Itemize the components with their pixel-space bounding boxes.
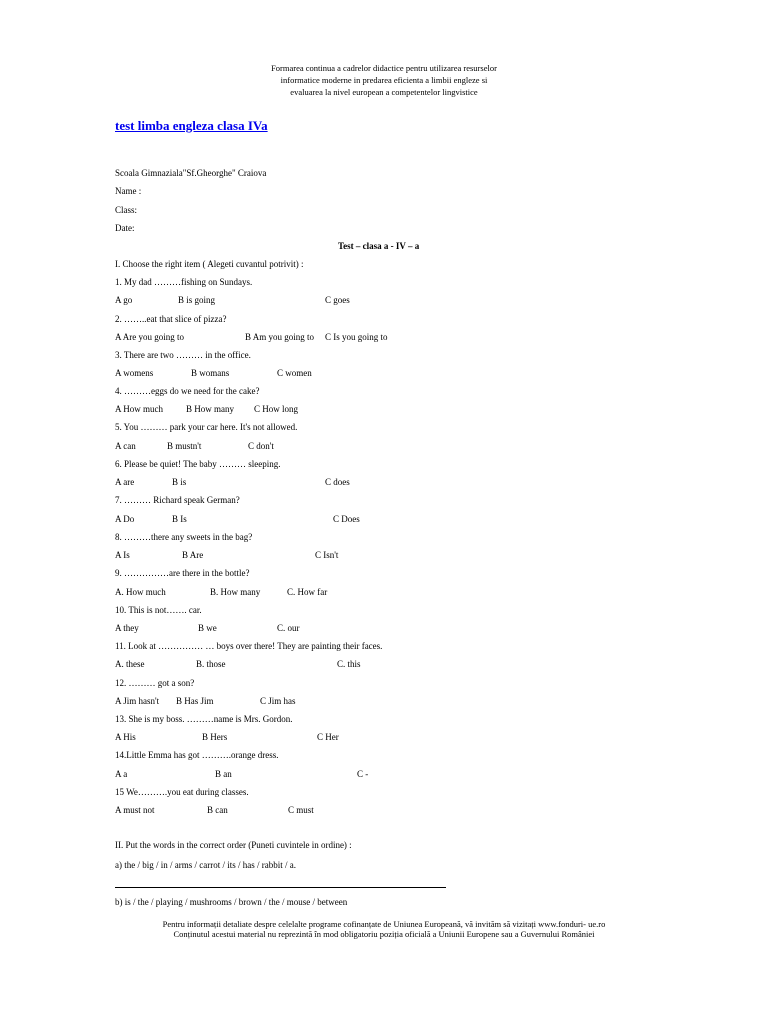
option-a: A. these — [115, 659, 145, 669]
question-text: 2. ……..eat that slice of pizza? — [115, 314, 227, 324]
option-c: C women — [277, 368, 312, 378]
document-header — [0, 62, 768, 98]
question-text: 4. ………eggs do we need for the cake? — [115, 386, 260, 396]
footer-line-2: Conținutul acestui material nu reprezintă în mod obligatoriu poziția oficială a Uniunii Europene sau a Guvernului României — [173, 929, 595, 939]
option-b: B Are — [182, 550, 204, 560]
option-a: A are — [115, 477, 135, 487]
option-a: A they — [115, 623, 139, 633]
footer-line-1: Pentru informații detaliate despre celelalte programe cofinanțate de Uniunea Europeană, vă invităm să vizitați www.fonduri- ue.ro — [162, 919, 606, 929]
option-b: B. How many — [210, 587, 261, 597]
option-c: C don't — [248, 441, 274, 451]
header-line-3: evaluarea la nivel european a competentelor lingvistice — [290, 87, 478, 97]
option-b: B Has Jim — [176, 696, 214, 706]
question-text: 15 We……….you eat during classes. — [115, 787, 249, 797]
question-text: 14.Little Emma has got ……….orange dress. — [115, 750, 279, 760]
option-c: C. this — [337, 659, 361, 669]
section-1-heading: I. Choose the right item ( Alegeti cuvantul potrivit) : — [115, 259, 304, 269]
question-text: 10. This is not……. car. — [115, 605, 202, 615]
option-c: C Isn't — [315, 550, 339, 560]
option-c: C. How far — [287, 587, 328, 597]
option-a: A womens — [115, 368, 154, 378]
option-b: B is going — [178, 295, 216, 305]
option-a: A must not — [115, 805, 155, 815]
option-b: B Is — [172, 514, 187, 524]
option-b: B we — [198, 623, 217, 633]
section-2-heading: II. Put the words in the correct order (Puneti cuvintele in ordine) : — [115, 840, 352, 850]
option-a: A. How much — [115, 587, 166, 597]
reorder-item-b: b) is / the / playing / mushrooms / brown / the / mouse / between — [115, 897, 348, 907]
question-text: 12. ……… got a son? — [115, 678, 195, 688]
option-a: A How much — [115, 404, 163, 414]
school-name: Scoala Gimnaziala"Sf.Gheorghe" Craiova — [115, 168, 267, 178]
option-a: A can — [115, 441, 136, 451]
name-label: Name : — [115, 186, 142, 196]
header-line-1: Formarea continua a cadrelor didactice pentru utilizarea resurselor — [271, 63, 497, 73]
option-c: C Is you going to — [325, 332, 388, 342]
question-text: 1. My dad ………fishing on Sundays. — [115, 277, 253, 287]
question-text: 11. Look at …………… … boys over there! They are painting their faces. — [115, 641, 383, 651]
option-a: A His — [115, 732, 136, 742]
test-heading: Test – clasa a - IV – a — [338, 241, 420, 251]
reorder-item-a: a) the / big / in / arms / carrot / its / has / rabbit / a. — [115, 860, 296, 870]
class-label: Class: — [115, 205, 138, 215]
option-a: A Do — [115, 514, 135, 524]
question-text: 8. ………there any sweets in the bag? — [115, 532, 253, 542]
document-title-link[interactable]: test limba engleza clasa IVa — [115, 118, 268, 133]
option-c: C Jim has — [260, 696, 296, 706]
option-a: A Jim hasn't — [115, 696, 160, 706]
question-text: 7. ……… Richard speak German? — [115, 495, 240, 505]
option-b: B is — [172, 477, 187, 487]
option-b: B How many — [186, 404, 234, 414]
option-b: B an — [215, 769, 232, 779]
option-c: C Does — [333, 514, 360, 524]
option-c: C Her — [317, 732, 339, 742]
option-b: B can — [207, 805, 228, 815]
option-b: B Hers — [202, 732, 228, 742]
question-text: 6. Please be quiet! The baby ……… sleeping. — [115, 459, 281, 469]
option-b: B. those — [196, 659, 226, 669]
option-a: A go — [115, 295, 133, 305]
option-b: B Am you going to — [245, 332, 315, 342]
question-text: 3. There are two ……… in the office. — [115, 350, 251, 360]
option-a: A a — [115, 769, 128, 779]
option-c: C - — [357, 769, 369, 779]
option-b: B womans — [191, 368, 230, 378]
option-a: A Are you going to — [115, 332, 184, 342]
option-c: C How long — [254, 404, 299, 414]
question-text: 13. She is my boss. ………name is Mrs. Gordon. — [115, 714, 293, 724]
option-c: C must — [288, 805, 314, 815]
option-c: C. our — [277, 623, 300, 633]
question-text: 9. ……………are there in the bottle? — [115, 568, 250, 578]
question-text: 5. You ……… park your car here. It's not allowed. — [115, 422, 298, 432]
option-b: B mustn't — [167, 441, 202, 451]
option-c: C does — [325, 477, 350, 487]
date-label: Date: — [115, 223, 135, 233]
document-footer — [0, 919, 768, 939]
answer-line — [115, 887, 446, 888]
option-c: C goes — [325, 295, 350, 305]
header-line-2: informatice moderne in predarea eficienta a limbii engleze si — [280, 75, 488, 85]
option-a: A Is — [115, 550, 130, 560]
